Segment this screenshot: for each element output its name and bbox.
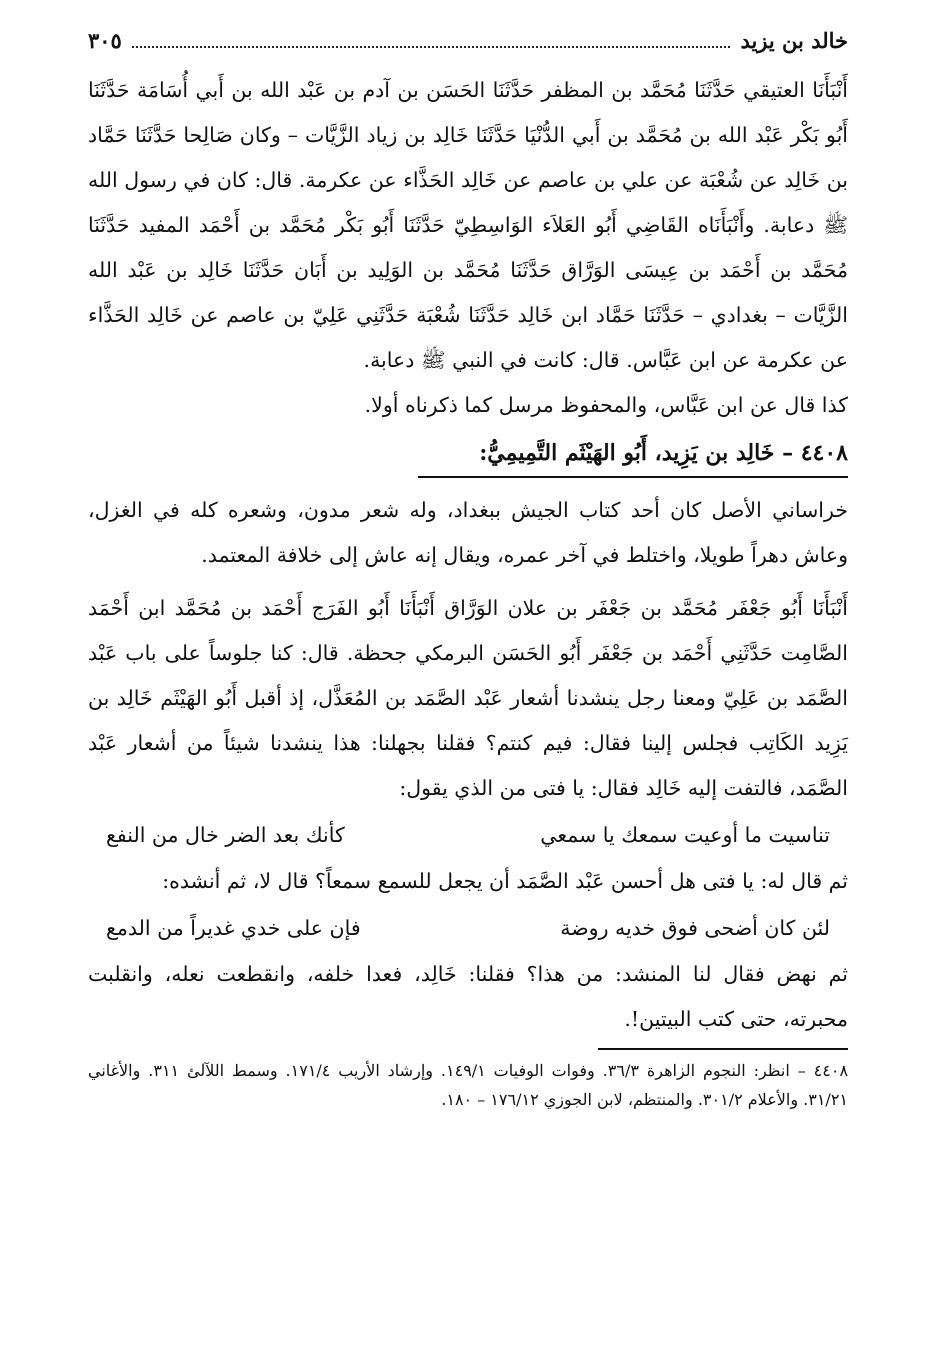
verse-2-second-hemistich: فإن على خدي غديراً من الدمع (106, 916, 361, 940)
isnad-paragraph: أَنْبَأَنَا العتيقي حَدَّثَنَا مُحَمَّد بن المظفر حَدَّثَنَا الحَسَن بن آدم بن عَبْد الله بن أَبي أُسَامَة حَدَّثَنَا أَبُو بَكْر عَبْد الله بن مُحَمَّد بن أَبي الدُّنْيَا حَدَّثَنَا خَالِد بن زياد الزَّيَّات – وكان صَالِحا حَدَّثَنَا حَمَّاد بن خَالِد عن شُعْبَة عن علي بن عاصم عن خَالِد الحَذَّاء عن عكرمة. قال: كان في رسول الله ﷺ دعابة. وأَنْبَأَنَاه القَاضِي أَبُو العَلاَء الوَاسِطِيّ حَدَّثَنَا أَبُو بَكْر مُحَمَّد بن أَحْمَد المفيد حَدَّثَنَا مُحَمَّد بن أَحْمَد بن عِيسَى الوَرَّاق حَدَّثَنَا مُحَمَّد بن الوَلِيد بن أَبَان حَدَّثَنَا خَالِد بن عَبْد الله الزَّيَّات – بغدادي – حَدَّثَنَا حَمَّاد ابن خَالِد حَدَّثَنَا شُعْبَة حَدَّثَنِي عَلِيّ بن عاصم عن خَالِد الحَذَّاء عن عكرمة عن ابن عَبَّاس. قال: كانت في النبي ﷺ دعابة. (88, 78, 848, 372)
book-page (88, 28, 848, 1114)
heading-underline (418, 476, 848, 478)
verse-line-2 (88, 904, 848, 952)
verse-1-second-hemistich: كأنك بعد الضر خال من النفع (106, 823, 345, 847)
verse-line-1 (88, 811, 848, 859)
biography-paragraph: خراساني الأصل كان أحد كتاب الجيش ببغداد، وله شعر مدون، وشعره كله في الغزل، وعاش دهراً طويلا، واختلط في آخر عمره، ويقال إنه عاش إلى خلافة المعتمد. (88, 498, 848, 567)
footnote-separator (598, 1048, 848, 1050)
running-title: خالد بن يزيد (740, 28, 848, 53)
leader-dots (132, 45, 731, 48)
verse-1-first-hemistich: تناسيت ما أوعيت سمعك يا سمعي (540, 823, 830, 847)
page-number: ٣٠٥ (88, 28, 122, 53)
verse-2-first-hemistich: لئن كان أضحى فوق خديه روضة (560, 916, 830, 940)
comment-paragraph: كذا قال عن ابن عَبَّاس، والمحفوظ مرسل كما ذكرناه أولا. (364, 393, 848, 417)
entry-heading: ٤٤٠٨ – خَالِد بن يَزِيد، أَبُو الهَيْثَم التَّمِيمِيُّ: (479, 440, 848, 466)
footnote: ٤٤٠٨ – انظر: النجوم الزاهرة ٣٦/٣. وفوات الوفيات ١٤٩/١. وإرشاد الأريب ١٧١/٤. وسمط اللآلئ ٣١١. والأغاني ٣١/٢١. والأعلام ٣٠١/٢. والمنتظم، لابن الجوزي ١٧٦/١٢ – ١٨٠. (88, 1061, 849, 1109)
narration-paragraph: أَنْبَأَنَا أَبُو جَعْفَر مُحَمَّد بن جَعْفَر بن علان الوَرَّاق أَنْبَأَنَا أَبُو الفَرَج أَحْمَد بن مُحَمَّد ابن أَحْمَد الصَّامِت حَدَّثَنِي أَحْمَد بن جَعْفَر أَبُو الحَسَن البرمكي جحظة. قال: كنا جلوساً على باب عَبْد الصَّمَد بن عَلِيّ ومعنا رجل ينشدنا أشعار عَبْد الصَّمَد بن المُعَذَّل، إذ أقبل أَبُو الهَيْثَم خَالِد بن يَزِيد الكَاتِب فجلس إلينا فقال: فيم كنتم؟ فقلنا بجهلنا: هذا ينشدنا شيئاً من أشعار عَبْد الصَّمَد، فالتفت إليه خَالِد فقال: يا فتى من الذي يقول: (88, 596, 848, 800)
closing-paragraph: ثم نهض فقال لنا المنشد: من هذا؟ فقلنا: خَالِد، فعدا خلفه، وانقطعت نعله، وانقلبت محبرته، حتى كتب البيتين!. (88, 962, 848, 1031)
running-header (88, 28, 848, 68)
dialogue-paragraph: ثم قال له: يا فتى هل أحسن عَبْد الصَّمَد أن يجعل للسمع سمعاً؟ قال لا، ثم أنشده: (162, 869, 848, 893)
